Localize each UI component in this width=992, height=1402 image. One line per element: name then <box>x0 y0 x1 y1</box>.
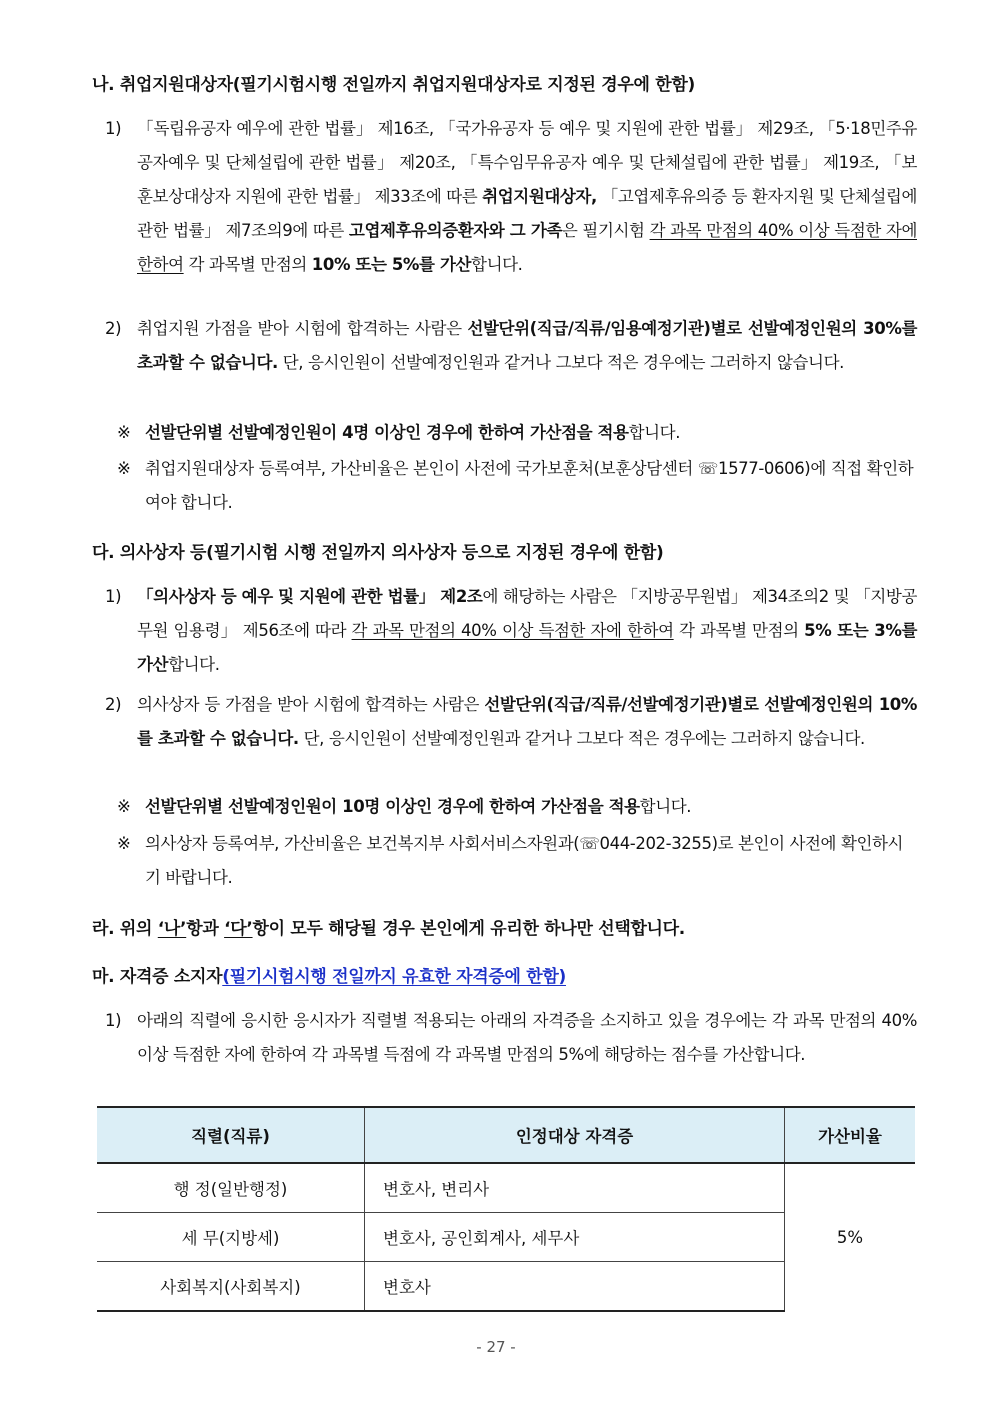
page-number: - 27 - <box>476 1338 516 1356</box>
section-ra-heading: 라. 위의 ‘나’항과 ‘다’항이 모두 해당될 경우 본인에게 유리한 하나만 선택합니다. <box>92 919 685 939</box>
header-rate: 가산비율 <box>785 1107 916 1163</box>
cell-series: 행 정(일반행정) <box>97 1163 365 1213</box>
section-da-note-1 <box>117 790 917 824</box>
section-da-item-2 <box>105 688 917 756</box>
header-series: 직렬(직류) <box>97 1107 365 1163</box>
note-text: 의사상자 등록여부, 가산비율은 보건복지부 사회서비스자원과(☏044-202-3255)로 본인이 사전에 확인하시기 바랍니다. <box>145 834 904 887</box>
certificate-table <box>97 1106 915 1312</box>
section-da-note-2 <box>117 827 917 895</box>
cell-certificate: 변호사, 변리사 <box>365 1163 785 1213</box>
item-number: 2) <box>105 319 122 338</box>
table-row <box>97 1163 915 1213</box>
note-text: 선발단위별 선발예정인원이 10명 이상인 경우에 한하여 가산점을 적용합니다. <box>145 797 692 816</box>
section-na-note-1 <box>117 416 917 450</box>
item-text: 아래의 직렬에 응시한 응시자가 직렬별 적용되는 아래의 자격증을 소지하고 있을 경우에는 각 과목 만점의 40% 이상 득점한 자에 한하여 각 과목별 득점에 각 과목별 만점의 5%에 해당하는 점수를 가산합니다. <box>137 1011 917 1064</box>
table-header-row <box>97 1107 915 1163</box>
section-ma-heading: 마. 자격증 소지자(필기시험시행 전일까지 유효한 자격증에 한함) <box>92 967 566 987</box>
section-na-item-2 <box>105 312 917 380</box>
note-text: 취업지원대상자 등록여부, 가산비율은 본인이 사전에 국가보훈처(보훈상담센터 ☏1577-0606)에 직접 확인하여야 합니다. <box>145 459 914 512</box>
item-number: 2) <box>105 695 122 714</box>
item-number: 1) <box>105 587 122 606</box>
note-mark: ※ <box>117 459 131 478</box>
item-number: 1) <box>105 119 122 138</box>
note-mark: ※ <box>117 834 131 853</box>
section-na-item-1 <box>105 112 917 282</box>
item-text: 「독립유공자 예우에 관한 법률」 제16조, 「국가유공자 등 예우 및 지원에 관한 법률」 제29조, 「5·18민주유공자예우 및 단체설립에 관한 법률」 제20조, 「특수임무유공자 예우 및 단체설립에 관한 법률」 제19조, 「보훈보상대상자 지원에 관한 법률」 제33조에 따른 취업지원대상자, 「고엽제후유의증 등 환자지원 및 단체설립에 관한 법률」 제7조의9에 따른 고엽제후유의증환자와 그 가족은 필기시험 각 과목 만점의 40% 이상 득점한 자에 한하여 각 과목별 만점의 10% 또는 5%를 가산합니다. <box>137 119 917 274</box>
section-ma-condition: (필기시험시행 전일까지 유효한 자격증에 한함) <box>222 967 566 987</box>
section-da-item-1 <box>105 580 917 682</box>
note-mark: ※ <box>117 797 131 816</box>
section-na-heading: 나. 취업지원대상자(필기시험시행 전일까지 취업지원대상자로 지정된 경우에 한함) <box>92 75 695 95</box>
cell-certificate: 변호사 <box>365 1262 785 1312</box>
note-text: 선발단위별 선발예정인원이 4명 이상인 경우에 한하여 가산점을 적용합니다. <box>145 423 681 442</box>
cell-series: 사회복지(사회복지) <box>97 1262 365 1312</box>
header-certificate: 인정대상 자격증 <box>365 1107 785 1163</box>
cell-certificate: 변호사, 공인회계사, 세무사 <box>365 1213 785 1262</box>
section-na-note-2 <box>117 452 917 520</box>
item-text: 의사상자 등 가점을 받아 시험에 합격하는 사람은 선발단위(직급/직류/선발예정기관)별로 선발예정인원의 10%를 초과할 수 없습니다. 단, 응시인원이 선발예정인원과 같거나 그보다 적은 경우에는 그러하지 않습니다. <box>137 695 917 748</box>
item-text: 「의사상자 등 예우 및 지원에 관한 법률」 제2조에 해당하는 사람은 「지방공무원법」 제34조의2 및 「지방공무원 임용령」 제56조에 따라 각 과목 만점의 40% 이상 득점한 자에 한하여 각 과목별 만점의 5% 또는 3%를 가산합니다. <box>137 587 918 674</box>
cell-rate: 5% <box>785 1163 916 1311</box>
item-text: 취업지원 가점을 받아 시험에 합격하는 사람은 선발단위(직급/직류/임용예정기관)별로 선발예정인원의 30%를 초과할 수 없습니다. 단, 응시인원이 선발예정인원과 같거나 그보다 적은 경우에는 그러하지 않습니다. <box>137 319 917 372</box>
cell-series: 세 무(지방세) <box>97 1213 365 1262</box>
item-number: 1) <box>105 1011 122 1030</box>
note-mark: ※ <box>117 423 131 442</box>
section-ma-item-1 <box>105 1004 917 1072</box>
section-da-heading: 다. 의사상자 등(필기시험 시행 전일까지 의사상자 등으로 지정된 경우에 한함) <box>92 543 664 563</box>
